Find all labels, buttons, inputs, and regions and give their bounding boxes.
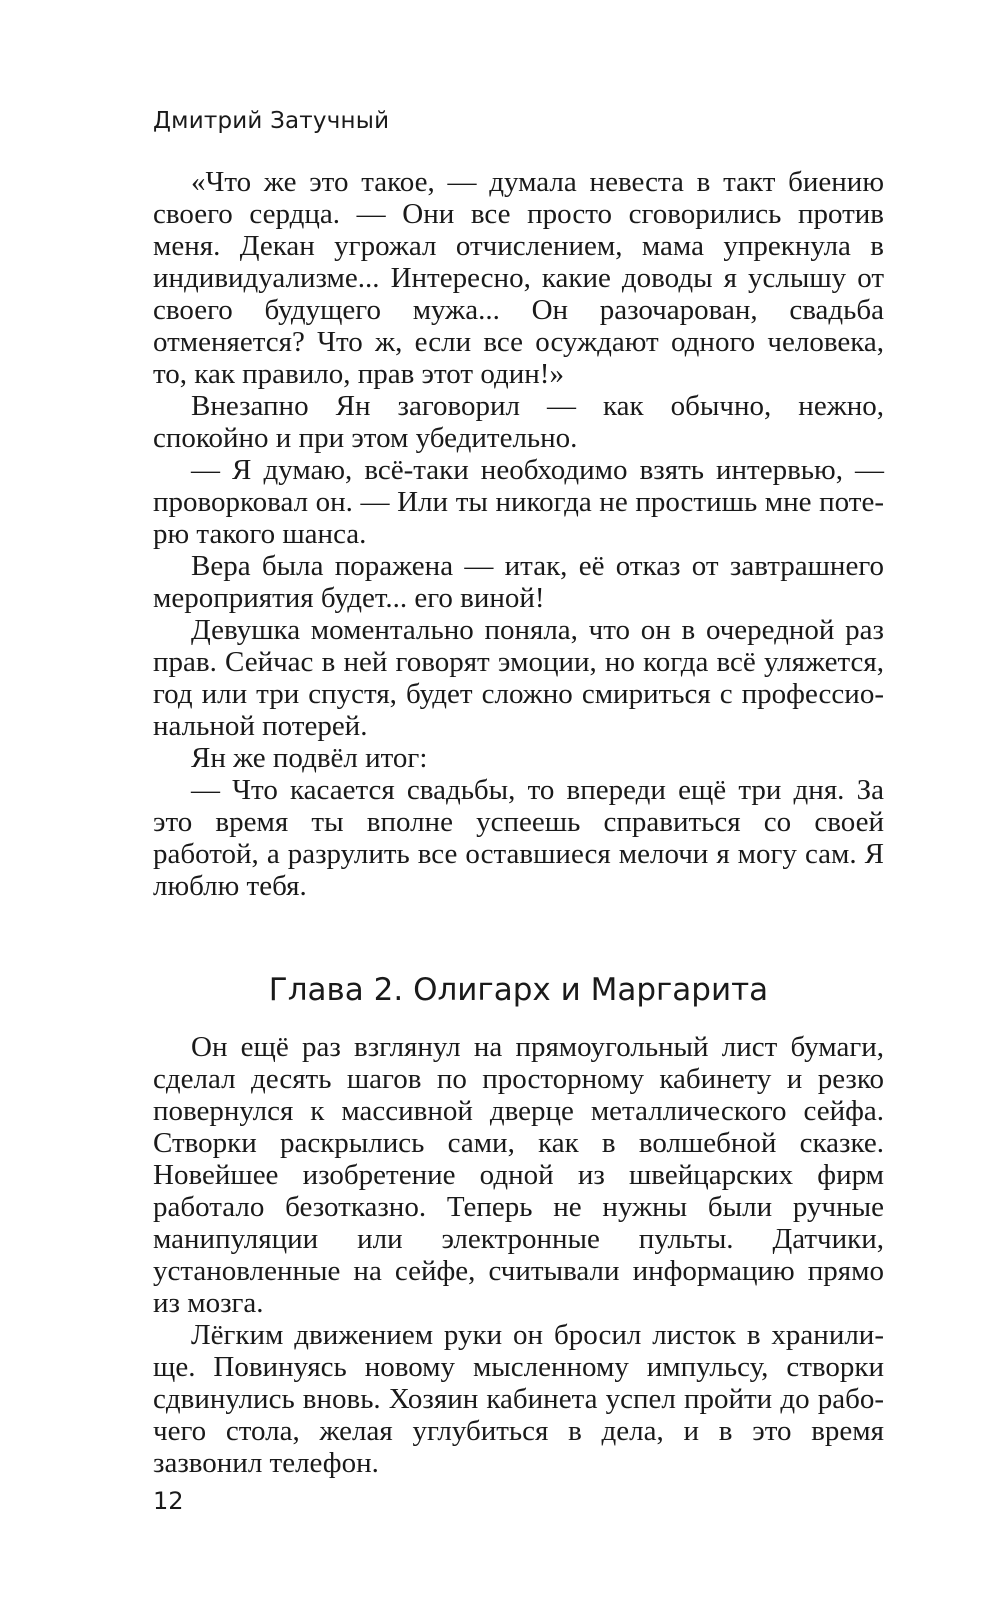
- paragraph: Вера была поражена — итак, её отказ от завтрашнего мероприятия будет... его виной!: [153, 550, 884, 614]
- paragraph: — Что касается свадьбы, то впереди ещё три дня. За это время ты вполне успеешь справиться со своей работой, а разрулить все оставшиеся мелочи я могу сам. Я люблю тебя.: [153, 774, 884, 902]
- paragraph: Ян же подвёл итог:: [191, 742, 428, 774]
- running-head-author: Дмитрий Затучный: [153, 108, 390, 134]
- paragraph: — Я думаю, всё-таки необходимо взять интервью, — проворковал он. — Или ты никогда не простишь мне потерю такого шанса.: [153, 454, 884, 550]
- paragraph: Внезапно Ян заговорил — как обычно, нежно, спокойно и при этом убедительно.: [153, 390, 884, 454]
- page-number: 12: [153, 1487, 184, 1515]
- paragraph: Девушка моментально поняла, что он в очередной раз прав. Сейчас в ней говорят эмоции, но когда всё уляжется, год или три спустя, будет сложно смириться с профессиональной потерей.: [153, 614, 884, 742]
- paragraph: «Что же это такое, — думала невеста в такт биению своего сердца. — Они все просто сговорились против меня. Декан угрожал отчислением, мама упрекнула в индивидуализме... Интересно, какие доводы я услышу от своего будущего мужа... Он разочарован, свадьба отменяется? Что ж, если все осуждают одного человека, то, как правило, прав этот один!»: [153, 166, 884, 390]
- paragraph: Он ещё раз взглянул на прямоугольный лист бумаги, сделал десять шагов по просторному кабинету и резко повернулся к массивной дверце металлического сейфа. Створки раскрылись сами, как в волшебной сказке. Новейшее изобретение одной из швейцарских фирм работало безотказно. Теперь не нужны были ручные манипуляции или электронные пульты. Датчики, установленные на сейфе, считывали информацию прямо из мозга.: [153, 1031, 884, 1319]
- text-block-before-chapter: [153, 166, 884, 902]
- paragraph: Лёгким движением руки он бросил листок в хранилище. Повинуясь новому мысленному импульсу, створки сдвинулись вновь. Хозяин кабинета успел пройти до рабочего стола, желая углубиться в дела, и в это время зазвонил телефон.: [153, 1319, 884, 1479]
- text-block-chapter-body: [153, 1031, 884, 1479]
- chapter-title: Глава 2. Олигарх и Маргарита: [268, 972, 769, 1008]
